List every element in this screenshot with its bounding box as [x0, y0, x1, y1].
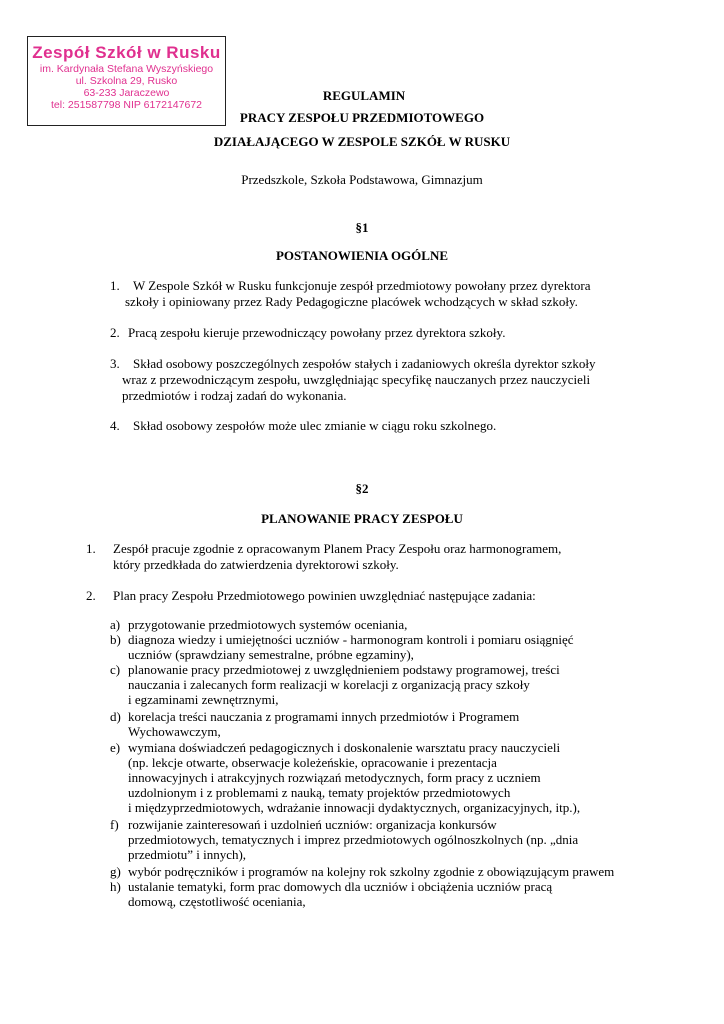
item-line: W Zespole Szkół w Rusku funkcjonuje zespół przedmiotowy powołany przez dyrektora	[133, 278, 591, 293]
stamp-patron: im. Kardynała Stefana Wyszyńskiego	[39, 63, 214, 75]
item-line: wraz z przewodniczącym zespołu, uwzględniając specyfikę nauczanych przez nauczycieli	[122, 372, 591, 387]
task-line: innowacyjnych i atrakcyjnych rozwiązań metodycznych, form pracy z uczniem	[128, 770, 541, 785]
task-line: uzdolnionym i z problemami z nauką, tematy projektów przedmiotowych	[128, 785, 511, 800]
task-line: wybór podręczników i programów na kolejny rok szkolny zgodnie z obowiązującym prawem	[128, 864, 615, 879]
task-line: korelacja treści nauczania z programami innych przedmiotów i Programem	[128, 709, 520, 724]
task-line: przedmiotowych, tematycznych i imprez przedmiotowych ogólnoszkolnych (np. „dnia	[128, 832, 579, 847]
task-line: (np. lekcje otwarte, obserwacje koleżeńskie, opracowanie i prezentacja	[128, 755, 497, 770]
task-line: przygotowanie przedmiotowych systemów oceniania,	[128, 617, 408, 632]
item-line: Pracą zespołu kieruje przewodniczący powołany przez dyrektora szkoły.	[128, 325, 506, 340]
item-number: 1.	[86, 541, 96, 556]
task-line: rozwijanie zainteresowań i uzdolnień uczniów: organizacja konkursów	[128, 817, 497, 832]
task-line: Wychowawczym,	[128, 724, 221, 739]
task-letter: d)	[110, 709, 121, 724]
stamp-title: Zespół Szkół w Rusku	[32, 43, 221, 62]
task-letter: f)	[110, 817, 119, 832]
item-number: 3.	[110, 356, 120, 371]
section2-heading: PLANOWANIE PRACY ZESPOŁU	[261, 511, 463, 526]
document-subtitle: Przedszkole, Szkoła Podstawowa, Gimnazjum	[241, 172, 483, 187]
document-title-2: PRACY ZESPOŁU PRZEDMIOTOWEGO	[239, 110, 485, 125]
task-letter: c)	[110, 662, 121, 677]
item-line: Skład osobowy zespołów może ulec zmianie w ciągu roku szkolnego.	[133, 418, 497, 433]
task-letter: e)	[110, 740, 121, 755]
task-line: wymiana doświadczeń pedagogicznych i doskonalenie warsztatu pracy nauczycieli	[128, 740, 561, 755]
item-line: Zespół pracuje zgodnie z opracowanym Planem Pracy Zespołu oraz harmonogramem,	[113, 541, 562, 556]
item-line: Skład osobowy poszczególnych zespołów stałych i zadaniowych określa dyrektor szkoły	[133, 356, 596, 371]
item-number: 4.	[110, 418, 120, 433]
stamp-contact: tel: 251587798 NIP 6172147672	[50, 99, 203, 111]
task-letter: b)	[110, 632, 121, 647]
section1-number: §1	[355, 220, 369, 235]
item-number: 1.	[110, 278, 120, 293]
item-line: szkoły i opiniowany przez Rady Pedagogiczne placówek wchodzących w skład szkoły.	[125, 294, 578, 309]
item-number: 2.	[110, 325, 120, 340]
task-line: planowanie pracy przedmiotowej z uwzględnieniem podstawy programowej, treści	[128, 662, 560, 677]
task-line: przedmiotu” i innych),	[128, 847, 247, 862]
document-title-1: REGULAMIN	[322, 88, 406, 103]
item-line: który przedkłada do zatwierdzenia dyrektorowi szkoły.	[113, 557, 399, 572]
stamp-address: ul. Szkolna 29, Rusko	[75, 75, 178, 87]
stamp-postal-code: 63-233 Jaraczewo	[83, 87, 170, 99]
section2-number: §2	[355, 481, 369, 496]
task-line: i międzyprzedmiotowych, wdrażanie innowacji dydaktycznych, organizacyjnych, itp.),	[128, 800, 581, 815]
task-letter: h)	[110, 879, 121, 894]
item-line: przedmiotów i rodzaj zadań do wykonania.	[122, 388, 347, 403]
document-title-3: DZIAŁAJĄCEGO W ZESPOLE SZKÓŁ W RUSKU	[213, 134, 511, 149]
task-line: ustalanie tematyki, form prac domowych dla uczniów i obciążenia uczniów pracą	[128, 879, 553, 894]
task-line: i egzaminami zewnętrznymi,	[128, 692, 279, 707]
task-line: domową, częstotliwość oceniania,	[128, 894, 306, 909]
section1-heading: POSTANOWIENIA OGÓLNE	[275, 248, 449, 263]
task-line: diagnoza wiedzy i umiejętności uczniów - harmonogram kontroli i pomiaru osiągnięć	[128, 632, 574, 647]
item-line: Plan pracy Zespołu Przedmiotowego powinien uwzględniać następujące zadania:	[113, 588, 536, 603]
task-line: nauczania i zalecanych form realizacji w korelacji z organizacją pracy szkoły	[128, 677, 530, 692]
task-line: uczniów (sprawdziany semestralne, próbne egzaminy),	[128, 647, 414, 662]
item-number: 2.	[86, 588, 96, 603]
task-letter: g)	[110, 864, 121, 879]
task-letter: a)	[110, 617, 121, 632]
